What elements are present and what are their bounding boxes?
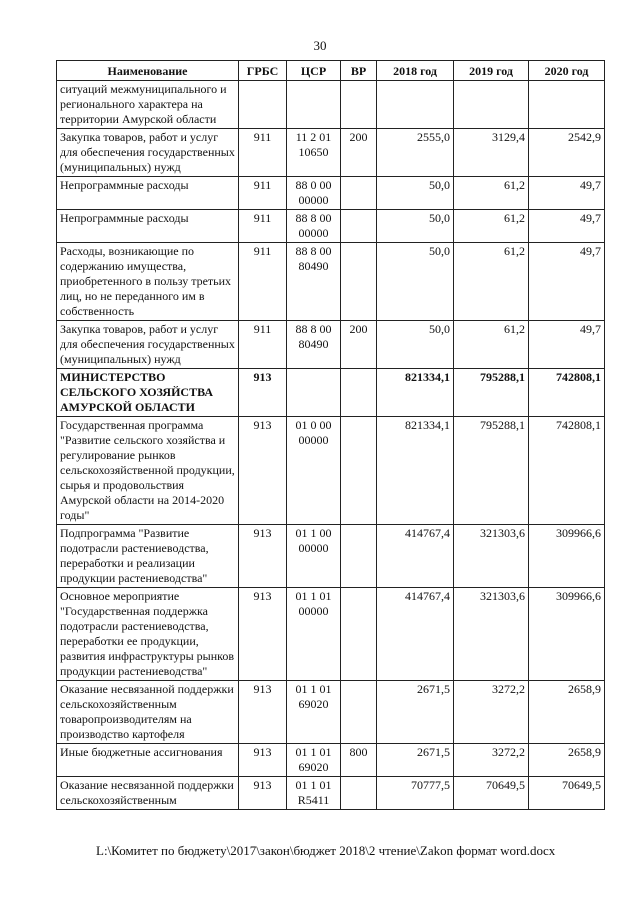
row-csr bbox=[287, 369, 341, 417]
row-2018: 50,0 bbox=[377, 210, 454, 243]
row-2019: 61,2 bbox=[454, 210, 529, 243]
row-csr: 88 8 00 00000 bbox=[287, 210, 341, 243]
row-vr bbox=[341, 81, 377, 129]
row-grbs: 913 bbox=[239, 417, 287, 525]
row-2019: 321303,6 bbox=[454, 588, 529, 681]
row-2018: 821334,1 bbox=[377, 369, 454, 417]
row-csr: 01 1 01 00000 bbox=[287, 588, 341, 681]
row-2019: 61,2 bbox=[454, 321, 529, 369]
row-grbs: 911 bbox=[239, 243, 287, 321]
row-grbs: 911 bbox=[239, 129, 287, 177]
row-name: Закупка товаров, работ и услуг для обеспечения государственных (муниципальных) нужд bbox=[57, 321, 239, 369]
row-2018 bbox=[377, 81, 454, 129]
table-header-row bbox=[57, 61, 605, 81]
row-csr: 01 1 00 00000 bbox=[287, 525, 341, 588]
row-2020: 309966,6 bbox=[529, 588, 605, 681]
row-2018: 50,0 bbox=[377, 243, 454, 321]
row-csr: 88 0 00 00000 bbox=[287, 177, 341, 210]
table-row bbox=[57, 588, 605, 681]
row-2019: 3272,2 bbox=[454, 681, 529, 744]
column-header-2019: 2019 год bbox=[454, 61, 529, 81]
row-2018: 2671,5 bbox=[377, 744, 454, 777]
row-2018: 821334,1 bbox=[377, 417, 454, 525]
column-header-grbs: ГРБС bbox=[239, 61, 287, 81]
row-2020: 2542,9 bbox=[529, 129, 605, 177]
row-name: Оказание несвязанной поддержки сельскохозяйственным товаропроизводителям на производство картофеля bbox=[57, 681, 239, 744]
row-2018: 414767,4 bbox=[377, 588, 454, 681]
row-name: Непрограммные расходы bbox=[57, 177, 239, 210]
row-2020: 742808,1 bbox=[529, 417, 605, 525]
row-2018: 50,0 bbox=[377, 321, 454, 369]
row-vr bbox=[341, 369, 377, 417]
column-header-2018: 2018 год bbox=[377, 61, 454, 81]
row-2018: 2555,0 bbox=[377, 129, 454, 177]
row-csr: 88 8 00 80490 bbox=[287, 243, 341, 321]
row-csr: 88 8 00 80490 bbox=[287, 321, 341, 369]
row-name: Государственная программа "Развитие сельского хозяйства и регулирование рынков сельскохозяйственной продукции, сырья и продовольствия Амурской области на 2014-2020 годы" bbox=[57, 417, 239, 525]
row-grbs: 911 bbox=[239, 210, 287, 243]
row-grbs: 913 bbox=[239, 369, 287, 417]
row-name: Подпрограмма "Развитие подотрасли растениеводства, переработки и реализации продукции растениеводства" bbox=[57, 525, 239, 588]
budget-table bbox=[56, 60, 605, 810]
page-number: 30 bbox=[313, 38, 327, 53]
column-header-vr: ВР bbox=[341, 61, 377, 81]
row-name: МИНИСТЕРСТВО СЕЛЬСКОГО ХОЗЯЙСТВА АМУРСКОЙ ОБЛАСТИ bbox=[57, 369, 239, 417]
row-2018: 2671,5 bbox=[377, 681, 454, 744]
row-grbs: 913 bbox=[239, 777, 287, 810]
row-2020: 742808,1 bbox=[529, 369, 605, 417]
table-row bbox=[57, 777, 605, 810]
table-row bbox=[57, 81, 605, 129]
row-csr: 01 0 00 00000 bbox=[287, 417, 341, 525]
row-vr: 200 bbox=[341, 321, 377, 369]
table-row bbox=[57, 525, 605, 588]
row-name: Оказание несвязанной поддержки сельскохозяйственным bbox=[57, 777, 239, 810]
row-name: Расходы, возникающие по содержанию имущества, приобретенного в пользу третьих лиц, но не переданного им в собственность bbox=[57, 243, 239, 321]
row-2020: 2658,9 bbox=[529, 744, 605, 777]
row-grbs: 913 bbox=[239, 525, 287, 588]
row-csr: 01 1 01 R5411 bbox=[287, 777, 341, 810]
row-grbs: 913 bbox=[239, 681, 287, 744]
row-2020: 49,7 bbox=[529, 243, 605, 321]
row-vr bbox=[341, 243, 377, 321]
column-header-2020: 2020 год bbox=[529, 61, 605, 81]
row-2020: 70649,5 bbox=[529, 777, 605, 810]
row-grbs: 913 bbox=[239, 588, 287, 681]
table-row bbox=[57, 210, 605, 243]
table-row-ministry bbox=[57, 369, 605, 417]
row-vr bbox=[341, 177, 377, 210]
row-grbs bbox=[239, 81, 287, 129]
row-2019 bbox=[454, 81, 529, 129]
row-2020: 2658,9 bbox=[529, 681, 605, 744]
row-2018: 70777,5 bbox=[377, 777, 454, 810]
row-vr bbox=[341, 210, 377, 243]
row-2019: 321303,6 bbox=[454, 525, 529, 588]
row-2019: 795288,1 bbox=[454, 417, 529, 525]
row-vr bbox=[341, 777, 377, 810]
row-vr bbox=[341, 588, 377, 681]
row-2019: 70649,5 bbox=[454, 777, 529, 810]
row-name: Непрограммные расходы bbox=[57, 210, 239, 243]
row-vr: 200 bbox=[341, 129, 377, 177]
row-vr: 800 bbox=[341, 744, 377, 777]
row-2020 bbox=[529, 81, 605, 129]
table-row bbox=[57, 177, 605, 210]
row-csr: 01 1 01 69020 bbox=[287, 744, 341, 777]
row-vr bbox=[341, 681, 377, 744]
row-2019: 3272,2 bbox=[454, 744, 529, 777]
row-csr: 11 2 01 10650 bbox=[287, 129, 341, 177]
column-header-name: Наименование bbox=[57, 61, 239, 81]
column-header-csr: ЦСР bbox=[287, 61, 341, 81]
row-csr bbox=[287, 81, 341, 129]
row-name: Иные бюджетные ассигнования bbox=[57, 744, 239, 777]
row-grbs: 911 bbox=[239, 321, 287, 369]
row-csr: 01 1 01 69020 bbox=[287, 681, 341, 744]
table-row bbox=[57, 243, 605, 321]
table-row bbox=[57, 129, 605, 177]
row-2019: 61,2 bbox=[454, 177, 529, 210]
table-row bbox=[57, 417, 605, 525]
row-2020: 309966,6 bbox=[529, 525, 605, 588]
row-name: Закупка товаров, работ и услуг для обеспечения государственных (муниципальных) нужд bbox=[57, 129, 239, 177]
row-name: ситуаций межмуниципального и регионального характера на территории Амурской области bbox=[57, 81, 239, 129]
row-vr bbox=[341, 417, 377, 525]
row-2018: 50,0 bbox=[377, 177, 454, 210]
footer-file-path: L:\Комитет по бюджету\2017\закон\бюджет 2018\2 чтение\Zakon формат word.docx bbox=[96, 843, 556, 858]
row-2020: 49,7 bbox=[529, 177, 605, 210]
table-row bbox=[57, 321, 605, 369]
row-2020: 49,7 bbox=[529, 210, 605, 243]
row-grbs: 911 bbox=[239, 177, 287, 210]
table-row bbox=[57, 744, 605, 777]
row-name: Основное мероприятие "Государственная поддержка подотрасли растениеводства, переработки ее продукции, развития инфраструктуры рынков продукции растениеводства" bbox=[57, 588, 239, 681]
row-grbs: 913 bbox=[239, 744, 287, 777]
row-2019: 61,2 bbox=[454, 243, 529, 321]
row-2018: 414767,4 bbox=[377, 525, 454, 588]
table-row bbox=[57, 681, 605, 744]
row-2019: 3129,4 bbox=[454, 129, 529, 177]
row-vr bbox=[341, 525, 377, 588]
row-2019: 795288,1 bbox=[454, 369, 529, 417]
row-2020: 49,7 bbox=[529, 321, 605, 369]
